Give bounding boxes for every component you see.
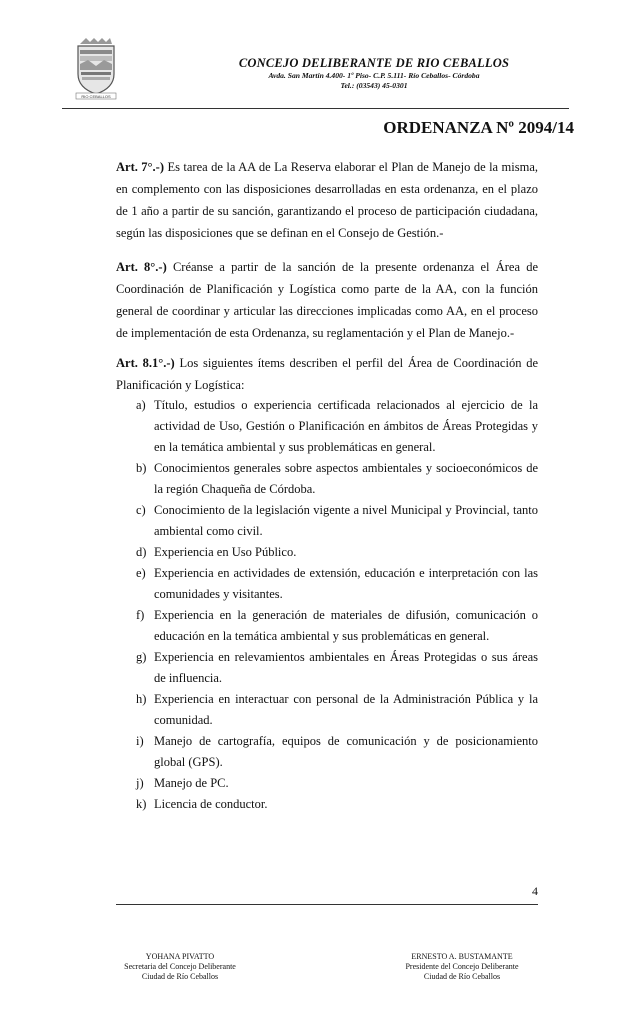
item-text: Manejo de PC. <box>154 776 229 790</box>
header-divider <box>62 108 569 109</box>
council-address: Avda. San Martín 4.400- 1º Piso- C.P. 5.111- Río Ceballos- Córdoba <box>268 71 480 80</box>
article-label: Art. 8.1°.-) <box>116 356 175 370</box>
list-item <box>116 563 538 605</box>
item-label: b) <box>136 461 147 475</box>
item-text: Licencia de conductor. <box>154 797 268 811</box>
item-text: Experiencia en relevamientos ambientales en Áreas Protegidas o sus áreas de influencia. <box>154 650 538 685</box>
signature-secretary <box>80 952 280 982</box>
item-text: Experiencia en la generación de materiales de difusión, comunicación o educación en la temática ambiental y sus problemáticas en general. <box>154 608 538 643</box>
signatory-role: Secretaria del Concejo Deliberante <box>124 962 236 971</box>
article-8 <box>116 256 538 344</box>
item-text: Conocimiento de la legislación vigente a nivel Municipal y Provincial, tanto ambiental como civil. <box>154 503 538 538</box>
list-item <box>116 794 538 815</box>
list-item <box>116 647 538 689</box>
municipal-crest-logo <box>72 38 120 100</box>
item-label: h) <box>136 692 147 706</box>
list-item <box>116 605 538 647</box>
item-text: Conocimientos generales sobre aspectos ambientales y socioeconómicos de la región Chaqueña de Córdoba. <box>154 461 538 496</box>
item-label: e) <box>136 566 146 580</box>
signatory-place: Ciudad de Río Ceballos <box>423 972 501 981</box>
item-label: c) <box>136 503 146 517</box>
item-label: k) <box>136 797 147 811</box>
article-7 <box>116 156 538 244</box>
list-item <box>116 458 538 500</box>
signatory-role: Presidente del Concejo Deliberante <box>405 962 519 971</box>
signatory-name: ERNESTO A. BUSTAMANTE <box>411 952 513 961</box>
list-item <box>116 395 538 458</box>
item-text: Experiencia en interactuar con personal de la Administración Pública y la comunidad. <box>154 692 538 727</box>
footer-divider <box>116 904 538 905</box>
profile-requirements-list <box>116 395 538 815</box>
council-title: CONCEJO DELIBERANTE DE RIO CEBALLOS <box>238 56 510 70</box>
list-item <box>116 731 538 773</box>
signature-president <box>362 952 562 982</box>
svg-text:RIO CEBALLOS: RIO CEBALLOS <box>81 94 111 99</box>
article-text: Es tarea de la AA de La Reserva elaborar el Plan de Manejo de la misma, en complemento con las disposiciones desarrolladas en esta ordenanza, en el plazo de 1 año a partir de su sanción, garantizando el proceso de participación ciudadana, según las disposiciones que se definan en el Consejo de Gestión.- <box>116 160 539 240</box>
council-phone: Tel.: (03543) 45-0301 <box>340 81 408 90</box>
list-item <box>116 773 538 794</box>
article-text: Los siguientes ítems describen el perfil del Área de Coordinación de Planificación y Logística: <box>116 356 539 392</box>
item-label: i) <box>136 734 144 748</box>
page-number: 4 <box>532 884 538 898</box>
item-text: Título, estudios o experiencia certificada relacionados al ejercicio de la actividad de Uso, Gestión o Planificación en ámbitos de Áreas Protegidas y en la temática ambiental y sus problemáticas en general. <box>154 398 538 454</box>
list-item <box>116 542 538 563</box>
item-text: Manejo de cartografía, equipos de comunicación y de posicionamiento global (GPS). <box>154 734 538 769</box>
article-text: Créanse a partir de la sanción de la presente ordenanza el Área de Coordinación de Planificación y Logística como parte de la AA, con la función general de coordinar y articular las direcciones implicadas como AA, en el proceso de implementación de esta Ordenanza, su reglamentación y el Plan de Manejo.- <box>116 260 538 340</box>
item-label: a) <box>136 398 146 412</box>
item-label: f) <box>136 608 145 622</box>
list-item <box>116 689 538 731</box>
article-label: Art. 7°.-) <box>116 160 165 174</box>
signatory-place: Ciudad de Río Ceballos <box>141 972 219 981</box>
item-label: d) <box>136 545 147 559</box>
article-label: Art. 8°.-) <box>116 260 167 274</box>
signatory-name: YOHANA PIVATTO <box>145 952 215 961</box>
list-item <box>116 500 538 542</box>
article-8-1 <box>116 352 538 396</box>
ordinance-number: ORDENANZA Nº 2094/14 <box>383 118 574 137</box>
item-label: j) <box>136 776 144 790</box>
item-text: Experiencia en actividades de extensión, educación e interpretación con las comunidades y visitantes. <box>154 566 538 601</box>
item-text: Experiencia en Uso Público. <box>154 545 297 559</box>
item-label: g) <box>136 650 147 664</box>
